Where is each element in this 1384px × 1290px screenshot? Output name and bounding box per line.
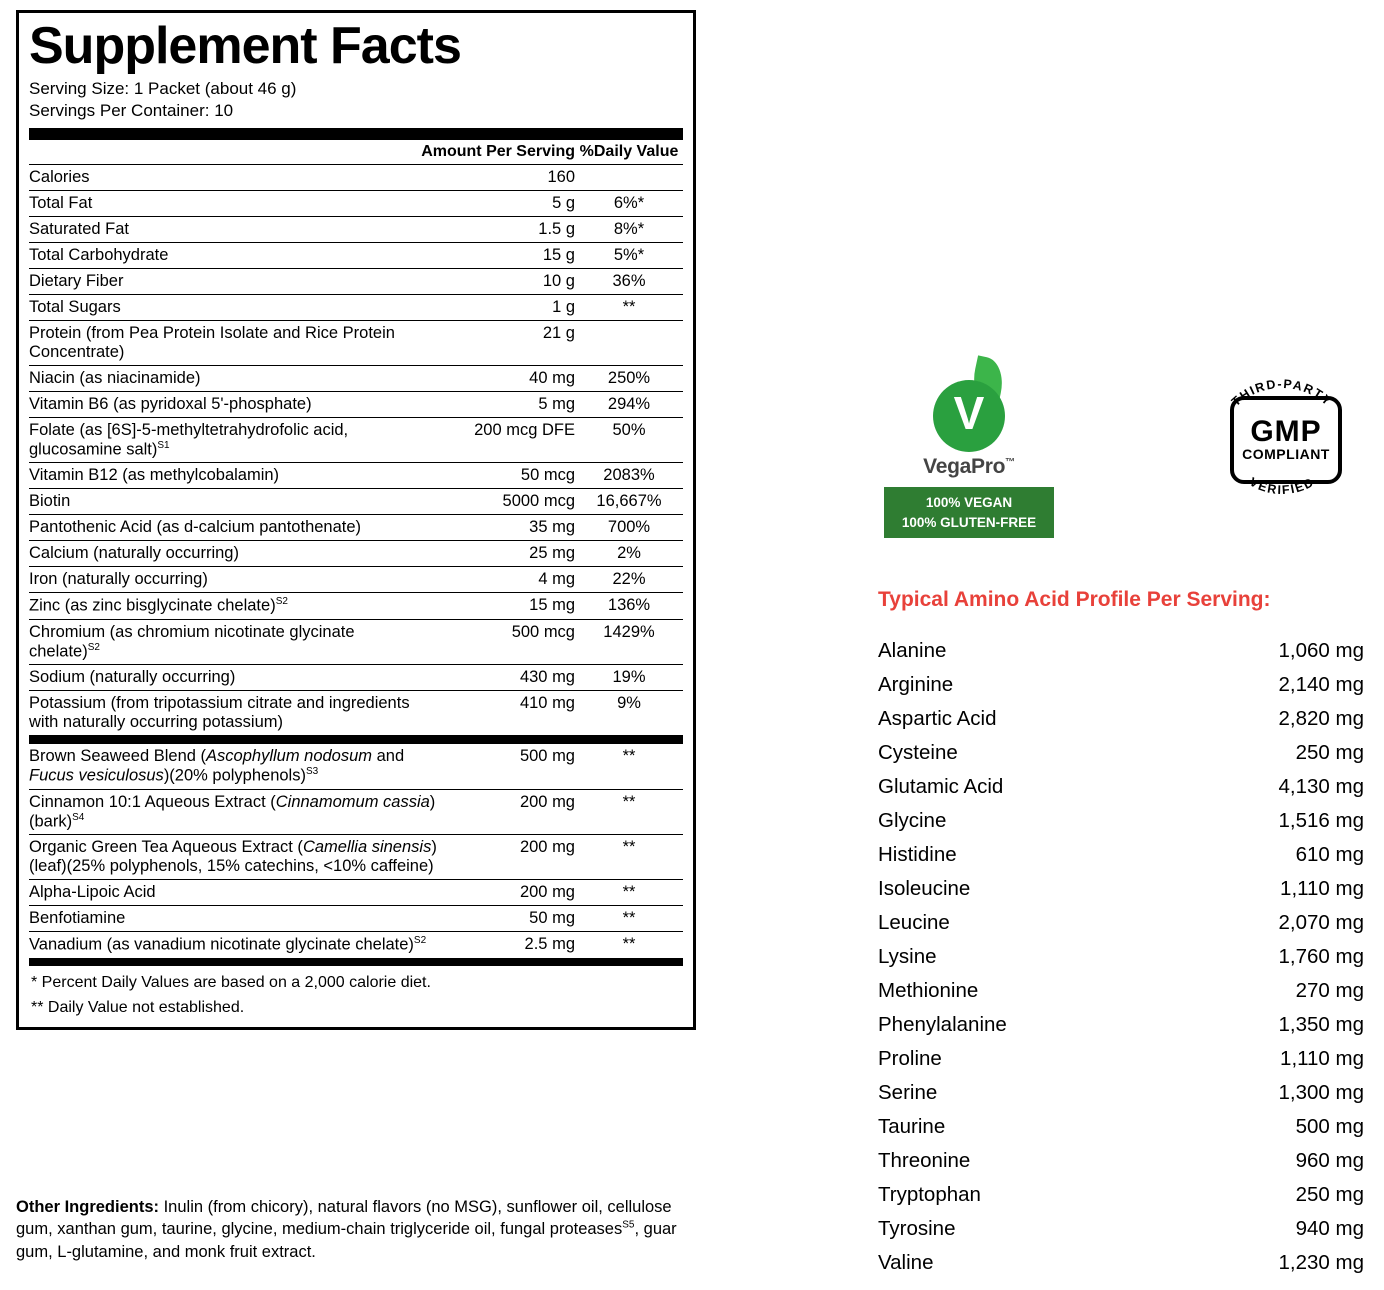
claim-vegan: 100% VEGAN [925, 495, 1013, 510]
list-item [878, 702, 1364, 736]
list-item [878, 906, 1364, 940]
gmp-main-text: GMP [1250, 415, 1322, 449]
amino-name: Alanine [878, 639, 947, 662]
table-row [29, 294, 683, 320]
list-item [878, 770, 1364, 804]
table-row [29, 789, 683, 835]
nutrient-amount: 500 mcg [421, 619, 575, 665]
table-row [29, 835, 683, 880]
nutrient-daily-value: 6%* [575, 190, 683, 216]
amino-value: 1,300 mg [1278, 1081, 1364, 1104]
amino-value: 2,140 mg [1278, 673, 1364, 696]
blend-ingredient-name: Cinnamon 10:1 Aqueous Extract (Cinnamomum cassia)(bark)$^{S4}$ [29, 789, 440, 835]
amino-value: 1,060 mg [1278, 639, 1364, 662]
nutrient-name: Folate (as [6S]-5-methyltetrahydrofolic acid, glucosamine salt)$^{S1}$ [29, 417, 421, 463]
list-item [878, 1042, 1364, 1076]
list-item [878, 804, 1364, 838]
blend-ingredient-amount: 50 mg [440, 906, 575, 932]
nutrient-daily-value: 5%* [575, 242, 683, 268]
divider-blend-bottom [29, 958, 683, 966]
nutrient-amount: 5 mg [421, 391, 575, 417]
nutrient-amount: 15 mg [421, 593, 575, 620]
blend-ingredient-amount: 200 mg [440, 789, 575, 835]
gmp-sub-text: COMPLIANT [1242, 446, 1330, 463]
nutrient-daily-value: 250% [575, 365, 683, 391]
trademark-icon: ™ [1005, 457, 1015, 468]
amino-value: 2,820 mg [1278, 707, 1364, 730]
gmp-bottom-text: VERIFIED [1247, 474, 1317, 498]
amino-heading: Typical Amino Acid Profile Per Serving: [878, 588, 1271, 611]
amino-name: Histidine [878, 843, 957, 866]
table-row [29, 489, 683, 515]
blend-ingredient-daily-value: ** [575, 744, 683, 789]
vegapro-badge [884, 358, 1054, 538]
nutrient-daily-value: 22% [575, 567, 683, 593]
amino-name: Glutamic Acid [878, 775, 1004, 798]
nutrient-amount: 5000 mcg [421, 489, 575, 515]
nutrient-name: Dietary Fiber [29, 268, 421, 294]
supplement-facts-panel [16, 10, 696, 1030]
table-row [29, 744, 683, 789]
nutrient-name: Calcium (naturally occurring) [29, 541, 421, 567]
nutrient-daily-value: 136% [575, 593, 683, 620]
list-item [878, 1144, 1364, 1178]
nutrient-daily-value: 2083% [575, 463, 683, 489]
facts-header-amount: Amount Per Serving [421, 140, 575, 165]
table-row [29, 665, 683, 691]
nutrient-daily-value: 9% [575, 691, 683, 736]
table-row [29, 164, 683, 190]
blend-ingredient-daily-value: ** [575, 789, 683, 835]
amino-value: 1,110 mg [1280, 1047, 1364, 1070]
list-item [878, 872, 1364, 906]
table-row [29, 541, 683, 567]
amino-name: Leucine [878, 911, 950, 934]
amino-name: Threonine [878, 1149, 971, 1172]
amino-name: Aspartic Acid [878, 707, 997, 730]
amino-name: Cysteine [878, 741, 958, 764]
nutrient-daily-value: 8%* [575, 216, 683, 242]
table-row [29, 619, 683, 665]
facts-table [29, 140, 683, 737]
blend-ingredient-daily-value: ** [575, 835, 683, 880]
blend-ingredient-daily-value: ** [575, 880, 683, 906]
amino-name: Phenylalanine [878, 1013, 1007, 1036]
amino-name: Glycine [878, 809, 947, 832]
nutrient-daily-value: 294% [575, 391, 683, 417]
other-ingredients-text: Inulin (from chicory), natural flavors (no MSG), sunflower oil, cellulose gum, xanthan gum, taurine, glycine, medium-chain triglyceride oil, fungal proteases$^{S5}$, guar gum, L-glutamine, and monk fruit extract. [16, 1198, 677, 1261]
gmp-box [1230, 396, 1342, 484]
footnote-not-established: ** Daily Value not established. [31, 999, 245, 1017]
vegapro-logo-icon [884, 358, 1054, 453]
nutrient-amount: 21 g [421, 320, 575, 365]
list-item [878, 634, 1364, 668]
list-item [878, 1178, 1364, 1212]
amino-value: 1,350 mg [1278, 1013, 1364, 1036]
amino-name: Tryptophan [878, 1183, 981, 1206]
nutrient-name: Potassium (from tripotassium citrate and ingredients with naturally occurring potassium) [29, 691, 421, 736]
nutrient-daily-value [575, 164, 683, 190]
amino-value: 1,516 mg [1278, 809, 1364, 832]
nutrient-amount: 50 mcg [421, 463, 575, 489]
table-row [29, 320, 683, 365]
nutrient-name: Biotin [29, 489, 421, 515]
claim-gluten-free: 100% GLUTEN-FREE [901, 514, 1037, 530]
other-ingredients [16, 1196, 706, 1263]
amino-name: Serine [878, 1081, 938, 1104]
table-row [29, 216, 683, 242]
amino-value: 1,760 mg [1278, 945, 1364, 968]
nutrient-name: Sodium (naturally occurring) [29, 665, 421, 691]
list-item [878, 940, 1364, 974]
blend-ingredient-amount: 2.5 mg [524, 935, 575, 954]
amino-value: 500 mg [1295, 1115, 1364, 1138]
table-row [29, 906, 683, 932]
table-row [29, 593, 683, 620]
amino-name: Methionine [878, 979, 979, 1002]
amino-name: Lysine [878, 945, 937, 968]
table-row [29, 190, 683, 216]
nutrient-name: Total Carbohydrate [29, 242, 421, 268]
facts-header-blank [29, 140, 421, 165]
servings-per-container: Servings Per Container: 10 [29, 100, 234, 120]
amino-name: Taurine [878, 1115, 946, 1138]
page-title: Supplement Facts [29, 17, 461, 75]
amino-acid-profile [878, 588, 1364, 1280]
nutrient-name: Vitamin B12 (as methylcobalamin) [29, 463, 421, 489]
blend-ingredient-amount: 500 mg [440, 744, 575, 789]
nutrient-amount: 430 mg [421, 665, 575, 691]
nutrient-name: Saturated Fat [29, 216, 421, 242]
nutrient-amount: 10 g [421, 268, 575, 294]
nutrient-amount: 5 g [421, 190, 575, 216]
nutrient-daily-value: 36% [575, 268, 683, 294]
blend-ingredient-amount: 200 mg [440, 835, 575, 880]
blend-ingredient-amount: 200 mg [440, 880, 575, 906]
amino-name: Proline [878, 1047, 942, 1070]
amino-value: 250 mg [1295, 741, 1364, 764]
table-row [29, 391, 683, 417]
gmp-badge [1202, 362, 1362, 512]
amino-name: Arginine [878, 673, 954, 696]
blend-table [29, 744, 683, 958]
amino-value: 270 mg [1295, 979, 1364, 1002]
nutrient-daily-value: ** [575, 294, 683, 320]
vegapro-claims [884, 487, 1054, 538]
gmp-top-text: THIRD-PARTY [1228, 376, 1336, 409]
blend-ingredient-name: Benfotiamine [29, 906, 440, 932]
table-row [29, 268, 683, 294]
nutrient-name: Iron (naturally occurring) [29, 567, 421, 593]
list-item [878, 838, 1364, 872]
amino-table [878, 634, 1364, 1280]
facts-header-dv: %Daily Value [575, 140, 683, 165]
vegapro-brand-text: VegaPro [923, 455, 1006, 478]
table-row [29, 691, 683, 736]
list-item [878, 1110, 1364, 1144]
blend-ingredient-name: Organic Green Tea Aqueous Extract (Camellia sinensis)(leaf)(25% polyphenols, 15% catechins, <10% caffeine) [29, 835, 440, 880]
amino-value: 4,130 mg [1278, 775, 1364, 798]
list-item [878, 1246, 1364, 1280]
nutrient-amount: 40 mg [421, 365, 575, 391]
amino-value: 940 mg [1295, 1217, 1364, 1240]
amino-value: 2,070 mg [1278, 911, 1364, 934]
nutrient-name: Chromium (as chromium nicotinate glycinate chelate)$^{S2}$ [29, 619, 421, 665]
amino-name: Isoleucine [878, 877, 971, 900]
amino-value: 1,230 mg [1278, 1251, 1364, 1274]
table-row [29, 365, 683, 391]
list-item [878, 974, 1364, 1008]
nutrient-daily-value: 19% [575, 665, 683, 691]
table-row [29, 567, 683, 593]
amino-name: Valine [878, 1251, 934, 1274]
nutrient-amount: 35 mg [421, 515, 575, 541]
list-item [878, 1076, 1364, 1110]
list-item [878, 1212, 1364, 1246]
amino-value: 250 mg [1295, 1183, 1364, 1206]
nutrient-name: Vitamin B6 (as pyridoxal 5'-phosphate) [29, 391, 421, 417]
nutrient-daily-value: 16,667% [575, 489, 683, 515]
divider-thick-top [29, 128, 683, 140]
list-item [878, 1008, 1364, 1042]
divider-blend-top [29, 736, 683, 744]
amino-value: 610 mg [1295, 843, 1364, 866]
nutrient-name: Total Fat [29, 190, 421, 216]
nutrient-daily-value: 1429% [575, 619, 683, 665]
list-item [878, 668, 1364, 702]
nutrient-amount: 1 g [421, 294, 575, 320]
nutrient-amount: 15 g [421, 242, 575, 268]
footnote-daily-value: * Percent Daily Values are based on a 2,000 calorie diet. [31, 973, 431, 991]
nutrient-name: Pantothenic Acid (as d-calcium pantothenate) [29, 515, 421, 541]
nutrient-daily-value: 2% [575, 541, 683, 567]
nutrient-name: Total Sugars [29, 294, 421, 320]
nutrient-name: Niacin (as niacinamide) [29, 365, 421, 391]
facts-header-row [29, 140, 683, 165]
footnotes [29, 966, 683, 1023]
nutrient-daily-value: 700% [575, 515, 683, 541]
nutrient-name: Zinc (as zinc bisglycinate chelate)$^{S2}$ [29, 593, 421, 620]
amino-name: Tyrosine [878, 1217, 956, 1240]
amino-value: 960 mg [1295, 1149, 1364, 1172]
blend-ingredient-name: Vanadium (as vanadium nicotinate glycinate chelate)$^{S2}$ [29, 935, 427, 954]
list-item [878, 736, 1364, 770]
blend-ingredient-daily-value: ** [622, 935, 636, 954]
nutrient-amount: 4 mg [421, 567, 575, 593]
blend-ingredient-name: Alpha-Lipoic Acid [29, 880, 440, 906]
vegapro-v-letter: V [953, 387, 985, 439]
nutrient-amount: 1.5 g [421, 216, 575, 242]
vegapro-brand-name [884, 455, 1054, 479]
nutrient-amount: 200 mcg DFE [421, 417, 575, 463]
nutrient-name: Protein (from Pea Protein Isolate and Rice Protein Concentrate) [29, 320, 421, 365]
blend-ingredient-name: Brown Seaweed Blend (Ascophyllum nodosum and Fucus vesiculosus)(20% polyphenols)$^{S3}$ [29, 744, 440, 789]
table-row [29, 932, 683, 958]
nutrient-amount: 25 mg [421, 541, 575, 567]
table-row [29, 242, 683, 268]
nutrient-name: Calories [29, 164, 421, 190]
serving-size: Serving Size: 1 Packet (about 46 g) [29, 78, 297, 98]
table-row [29, 515, 683, 541]
nutrient-amount: 160 [421, 164, 575, 190]
table-row [29, 880, 683, 906]
other-ingredients-label: Other Ingredients: [16, 1198, 160, 1216]
table-row [29, 417, 683, 463]
blend-ingredient-daily-value: ** [575, 906, 683, 932]
table-row [29, 463, 683, 489]
nutrient-daily-value: 50% [575, 417, 683, 463]
nutrient-amount: 410 mg [421, 691, 575, 736]
amino-value: 1,110 mg [1280, 877, 1364, 900]
nutrient-daily-value [575, 320, 683, 365]
